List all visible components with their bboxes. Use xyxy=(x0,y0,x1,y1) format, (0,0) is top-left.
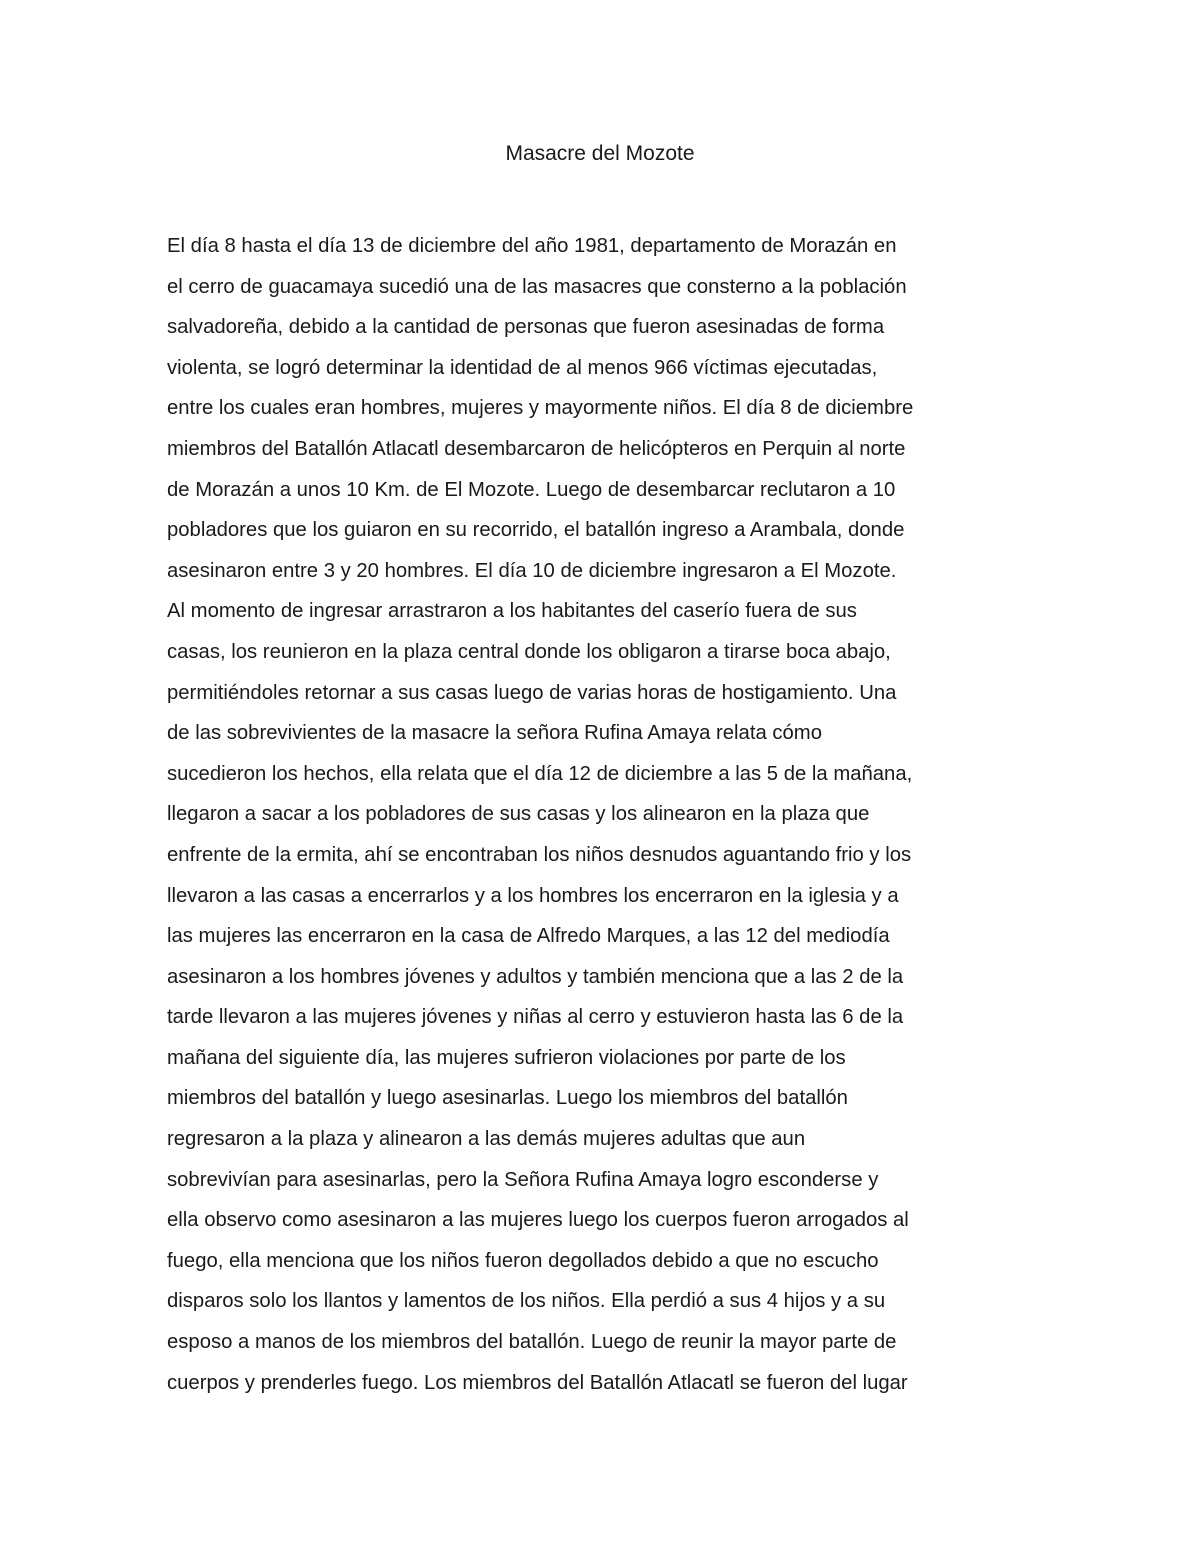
text-line: de Morazán a unos 10 Km. de El Mozote. Luego de desembarcar reclutaron a 10 xyxy=(167,478,896,501)
text-line: miembros del Batallón Atlacatl desembarcaron de helicópteros en Perquin al norte xyxy=(167,437,906,460)
text-line: las mujeres las encerraron en la casa de Alfredo Marques, a las 12 del mediodía xyxy=(167,925,890,948)
body-paragraph xyxy=(167,226,1047,1403)
text-line: tarde llevaron a las mujeres jóvenes y niñas al cerro y estuvieron hasta las 6 de la xyxy=(167,1006,904,1029)
text-line: enfrente de la ermita, ahí se encontraban los niños desnudos aguantando frio y los xyxy=(167,843,912,866)
text-line: El día 8 hasta el día 13 de diciembre del año 1981, departamento de Morazán en xyxy=(167,235,897,257)
text-line: pobladores que los guiaron en su recorrido, el batallón ingreso a Arambala, donde xyxy=(167,519,905,542)
text-line: Al momento de ingresar arrastraron a los habitantes del caserío fuera de sus xyxy=(167,600,857,623)
text-line: salvadoreña, debido a la cantidad de personas que fueron asesinadas de forma xyxy=(167,316,885,339)
text-line: miembros del batallón y luego asesinarlas. Luego los miembros del batallón xyxy=(167,1087,848,1110)
text-line: entre los cuales eran hombres, mujeres y mayormente niños. El día 8 de diciembre xyxy=(167,397,914,420)
text-line: esposo a manos de los miembros del batallón. Luego de reunir la mayor parte de xyxy=(167,1331,897,1354)
text-line: casas, los reunieron en la plaza central donde los obligaron a tirarse boca abajo, xyxy=(167,640,891,663)
text-line: llevaron a las casas a encerrarlos y a los hombres los encerraron en la iglesia y a xyxy=(167,884,899,907)
document-title: Masacre del Mozote xyxy=(505,142,695,165)
text-line: asesinaron a los hombres jóvenes y adultos y también menciona que a las 2 de la xyxy=(167,965,904,988)
text-line: ella observo como asesinaron a las mujeres luego los cuerpos fueron arrogados al xyxy=(167,1209,909,1232)
text-line: disparos solo los llantos y lamentos de los niños. Ella perdió a sus 4 hijos y a su xyxy=(167,1290,886,1313)
text-line: violenta, se logró determinar la identidad de al menos 966 víctimas ejecutadas, xyxy=(167,356,878,379)
text-line: fuego, ella menciona que los niños fueron degollados debido a que no escucho xyxy=(167,1249,879,1272)
text-line: sobrevivían para asesinarlas, pero la Señora Rufina Amaya logro esconderse y xyxy=(167,1168,879,1191)
text-line: mañana del siguiente día, las mujeres sufrieron violaciones por parte de los xyxy=(167,1046,846,1069)
text-line: de las sobrevivientes de la masacre la señora Rufina Amaya relata cómo xyxy=(167,722,822,745)
text-line: el cerro de guacamaya sucedió una de las masacres que consterno a la población xyxy=(167,275,907,298)
text-line: regresaron a la plaza y alinearon a las demás mujeres adultas que aun xyxy=(167,1128,806,1151)
text-line: sucedieron los hechos, ella relata que el día 12 de diciembre a las 5 de la mañana, xyxy=(167,762,913,785)
text-line: llegaron a sacar a los pobladores de sus casas y los alinearon en la plaza que xyxy=(167,803,870,826)
text-line: asesinaron entre 3 y 20 hombres. El día 10 de diciembre ingresaron a El Mozote. xyxy=(167,559,897,582)
text-line: permitiéndoles retornar a sus casas luego de varias horas de hostigamiento. Una xyxy=(167,681,897,704)
text-line: cuerpos y prenderles fuego. Los miembros del Batallón Atlacatl se fueron del lugar xyxy=(167,1371,908,1394)
